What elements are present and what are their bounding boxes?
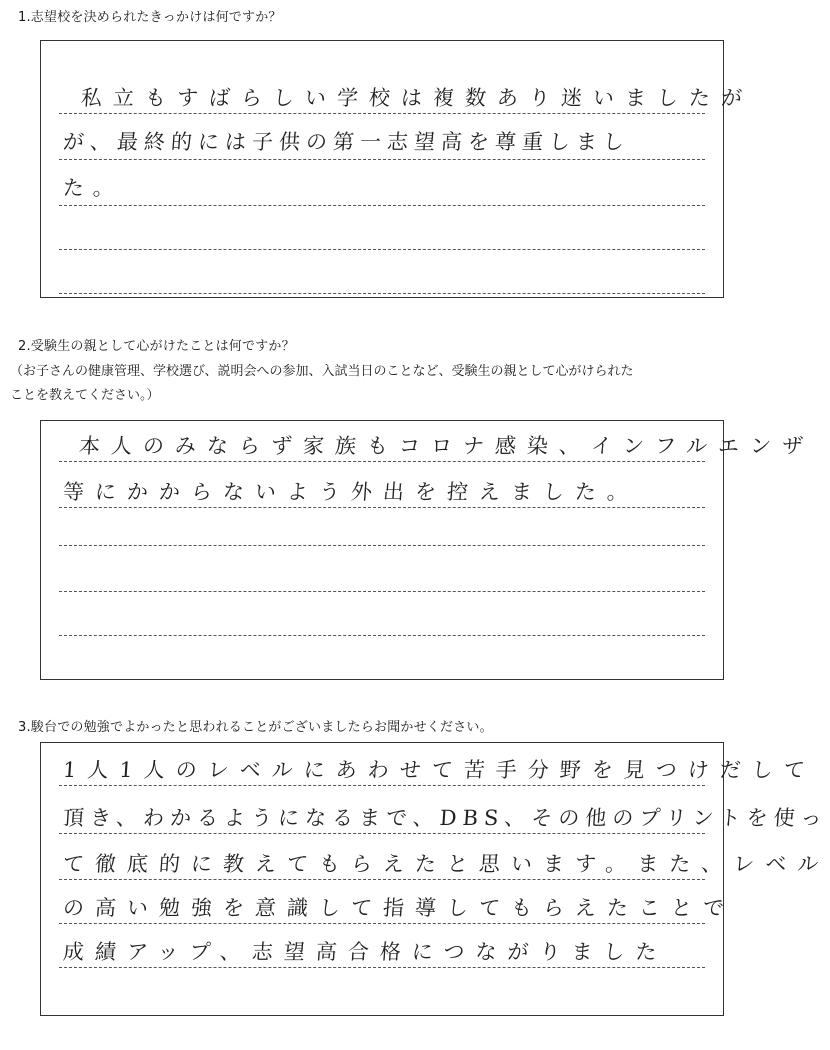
- answer-3-line-1: 1人1人のレベルにあわせて苦手分野を見つけだして: [62, 758, 817, 782]
- answer-3-line-5: 成績アップ、志望高合格につながりました: [62, 940, 669, 964]
- answer-1-line-3: た。: [62, 176, 124, 200]
- ruled-line: [59, 785, 705, 786]
- ruled-line: [59, 967, 705, 968]
- answer-3-line-2: 頂き、わかるようになるまで、DBS、その他のプリントを使っ: [62, 806, 829, 830]
- ruled-line: [59, 923, 705, 924]
- question-2-text: 2.受験生の親として心がけたことは何ですか？: [18, 339, 295, 354]
- question-1-text: 1.志望校を決められたきっかけは何ですか？: [18, 10, 282, 25]
- answer-1-line-2: が、最終的には子供の第一志望高を尊重しまし: [62, 130, 631, 154]
- ruled-line: [59, 591, 705, 592]
- question-3-text: 3.駿台での勉強でよかったと思われることがございましたらお聞かせください。: [18, 720, 493, 735]
- answer-box-2: [40, 420, 816, 680]
- ruled-line: [59, 461, 705, 462]
- question-2-note-line-1: （お子さんの健康管理、学校選び、説明会への参加、入試当日のことなど、受験生の親として心がけられた: [10, 364, 634, 379]
- ruled-line: [59, 635, 705, 636]
- ruled-line: [59, 879, 705, 880]
- ruled-line: [59, 205, 705, 206]
- ruled-line: [59, 545, 705, 546]
- ruled-line: [59, 293, 705, 294]
- answer-3-line-3: て徹底的に教えてもらえたと思います。また、レベル: [62, 852, 830, 876]
- ruled-line: [59, 249, 705, 250]
- answer-2-line-1: 本人のみならず家族もコロナ感染、インフルエンザ: [78, 434, 816, 458]
- ruled-line: [59, 113, 705, 114]
- answer-1-line-1: 私立もすばらしい学校は複数あり迷いましたが: [80, 86, 754, 110]
- answer-box-1: [40, 40, 754, 298]
- answer-box-3: [40, 742, 830, 1016]
- ruled-line: [59, 833, 705, 834]
- answer-3-line-4: の高い勉強を意識して指導してもらえたことで: [62, 896, 736, 920]
- question-2-note-line-2: ことを教えてください。）: [10, 388, 160, 403]
- ruled-line: [59, 159, 705, 160]
- ruled-line: [59, 507, 705, 508]
- answer-2-line-2: 等にかからないよう外出を控えました。: [62, 480, 640, 504]
